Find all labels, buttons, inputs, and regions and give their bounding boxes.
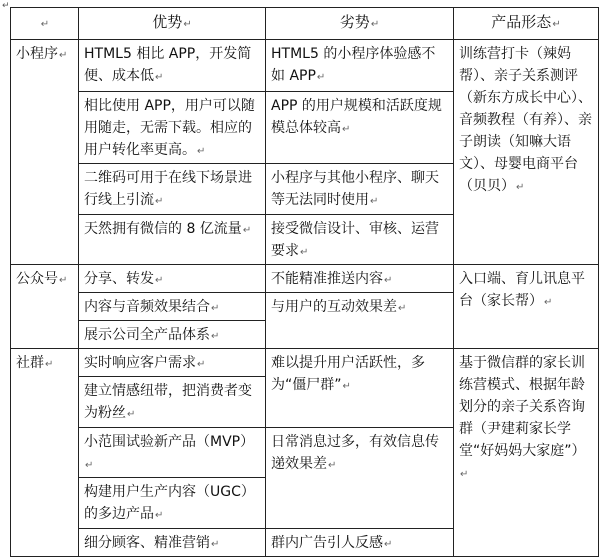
mini-program-product-form: 训练营打卡（辣妈帮）、亲子关系测评（新东方成长中心）、音频教程（有养）、亲子朗读（知嘛大语文）、母婴电商平台（贝贝）↵ [454,40,599,265]
category-community: 社群↵ [11,349,79,557]
official-account-advantage-3: 展示公司全产品体系↵ [79,321,266,349]
official-account-advantage-1: 分享、转发↵ [79,265,266,293]
table-row [11,40,599,92]
official-account-disadvantage-1: 不能精准推送内容↵ [266,265,454,293]
mini-program-disadvantage-3: 小程序与其他小程序、聊天等无法同时使用↵ [266,164,454,215]
official-account-advantage-2: 内容与音频效果结合↵ [79,293,266,321]
table-row [11,265,599,293]
category-mini-program: 小程序↵ [11,40,79,265]
mini-program-disadvantage-2: APP 的用户规模和活跃度规模总体较高↵ [266,92,454,164]
mini-program-advantage-4: 天然拥有微信的 8 亿流量↵ [79,215,266,265]
mini-program-advantage-1: HTML5 相比 APP，开发简便、成本低↵ [79,40,266,92]
community-advantage-2: 建立情感纽带，把消费者变为粉丝↵ [79,377,266,428]
community-advantage-1: 实时响应客户需求↵ [79,349,266,377]
community-product-form: 基于微信群的家长训练营模式、根据年龄划分的亲子关系咨询群（尹建莉家长学堂“好妈妈大家庭”）↵ [454,349,599,557]
mini-program-advantage-3: 二维码可用于在线下场景进行线上引流↵ [79,164,266,215]
comparison-table [10,7,599,557]
header-advantage: 优势↵ [79,8,266,40]
category-official-account: 公众号↵ [11,265,79,349]
table-anchor-icon: ↵ [2,1,10,11]
official-account-product-form: 入口端、育儿讯息平台（家长帮）↵ [454,265,599,349]
header-row [11,8,599,40]
community-disadvantage-3: 群内广告引人反感↵ [266,529,454,557]
official-account-disadvantage-2: 与用户的互动效果差↵ [266,293,454,349]
mini-program-disadvantage-4: 接受微信设计、审核、运营要求↵ [266,215,454,265]
table-row [11,349,599,377]
community-advantage-4: 构建用户生产内容（UGC）的多边产品↵ [79,478,266,529]
header-product-form: 产品形态↵ [454,8,599,40]
mini-program-advantage-2: 相比使用 APP，用户可以随用随走，无需下载。相应的用户转化率更高。↵ [79,92,266,164]
header-corner-cell: ↵ [11,8,79,40]
community-advantage-5: 细分顾客、精准营销↵ [79,529,266,557]
community-disadvantage-1: 难以提升用户活跃性，多为“僵尸群”↵ [266,349,454,428]
header-disadvantage: 劣势↵ [266,8,454,40]
community-disadvantage-2: 日常消息过多，有效信息传递效果差↵ [266,428,454,529]
mini-program-disadvantage-1: HTML5 的小程序体验感不如 APP↵ [266,40,454,92]
community-advantage-3: 小范围试验新产品（MVP）↵ [79,428,266,478]
